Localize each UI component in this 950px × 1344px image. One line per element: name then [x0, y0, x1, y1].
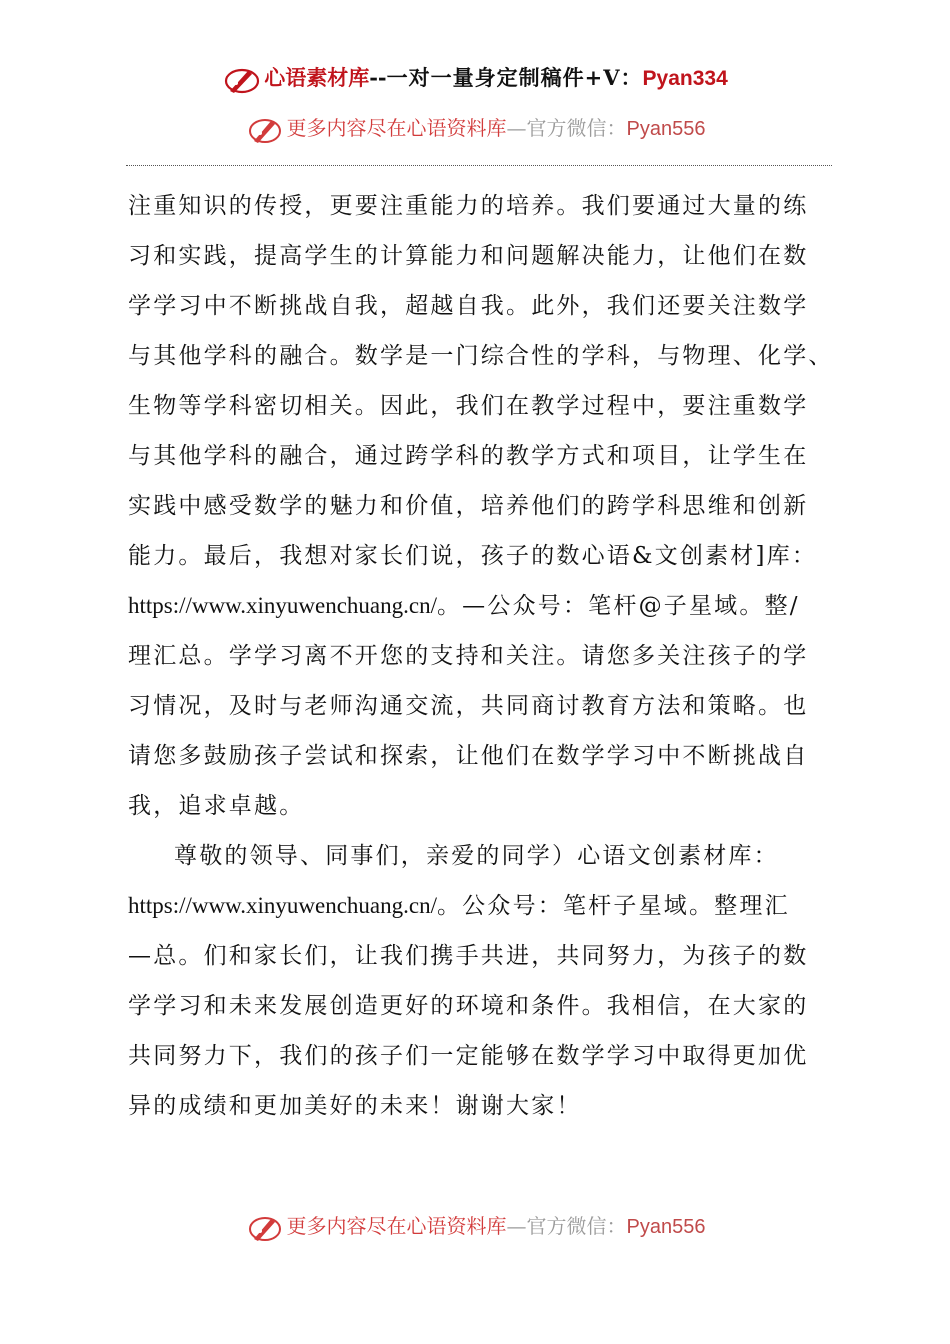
promo-banner-bottom: [0, 1210, 950, 1243]
text-line: 请您多鼓励孩子尝试和探索，让他们在数学学习中不断挑战自: [128, 743, 809, 769]
promo-banner-top: [0, 112, 950, 145]
text-line: 与其他学科的融合，通过跨学科的教学方式和项目，让学生在: [128, 443, 809, 469]
website-url: https://www.xinyuwenchuang.cn/: [128, 593, 437, 618]
text-line: [128, 881, 828, 931]
text-line: 异的成绩和更加美好的未来！谢谢大家！: [128, 1093, 582, 1119]
text-line: —总。们和家长们，让我们携手共进，共同努力，为孩子的数: [128, 943, 809, 969]
text-line: 共同努力下，我们的孩子们一定能够在数学学习中取得更加优: [128, 1043, 809, 1069]
text-line: 学学习和未来发展创造更好的环境和条件。我相信，在大家的: [128, 993, 809, 1019]
text-line: 能力。最后，我想对家长们说，孩子的数心语&文创素材]库：: [128, 543, 818, 569]
promo-wechat-id: Pyan556: [626, 1216, 706, 1238]
pen-logo-icon: [222, 65, 262, 95]
header-slogan: 一对一量身定制稿件+V：: [386, 65, 643, 90]
text-line: 我，追求卓越。: [128, 793, 305, 819]
text-line: 注重知识的传授，更要注重能力的培养。我们要通过大量的练: [128, 193, 809, 219]
pen-logo-icon: [245, 1213, 285, 1243]
promo-wechat-label: —官方微信：: [506, 1214, 627, 1238]
promo-text: 更多内容尽在心语资料库: [286, 116, 507, 140]
promo-wechat-id: Pyan556: [626, 118, 706, 140]
pen-logo-icon: [245, 115, 285, 145]
header-contact: Pyan334: [642, 67, 728, 90]
text-line: 尊敬的领导、同事们，亲爱的同学）心语文创素材库：: [174, 843, 779, 869]
text-line: 学学习中不断挑战自我，超越自我。此外，我们还要关注数学: [128, 293, 809, 319]
brand-name: 心语素材库: [264, 65, 370, 90]
text-line: 习情况，及时与老师沟通交流，共同商讨教育方法和策略。也: [128, 693, 809, 719]
text-line-rest: 。公众号：笔杆子星域。整理汇: [436, 893, 790, 919]
text-line-rest: 。—公众号：笔杆@子星域。整/: [436, 593, 800, 619]
promo-text: 更多内容尽在心语资料库: [286, 1214, 507, 1238]
website-url: https://www.xinyuwenchuang.cn/: [128, 893, 437, 918]
text-line: 习和实践，提高学生的计算能力和问题解决能力，让他们在数: [128, 243, 809, 269]
text-line: 生物等学科密切相关。因此，我们在教学过程中，要注重数学: [128, 393, 809, 419]
page-header: [0, 62, 950, 95]
header-divider: [126, 165, 832, 166]
text-line: 理汇总。学学习离不开您的支持和关注。请您多关注孩子的学: [128, 643, 809, 669]
promo-wechat-label: —官方微信：: [506, 116, 627, 140]
header-dash: --: [369, 65, 387, 90]
text-line: [128, 581, 828, 631]
text-line: 实践中感受数学的魅力和价值，培养他们的跨学科思维和创新: [128, 493, 809, 519]
document-body: [128, 181, 834, 1131]
text-line: 与其他学科的融合。数学是一门综合性的学科，与物理、化学、: [128, 343, 834, 369]
